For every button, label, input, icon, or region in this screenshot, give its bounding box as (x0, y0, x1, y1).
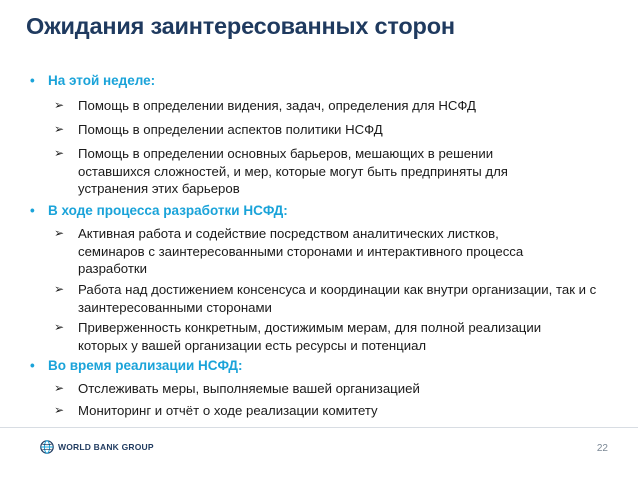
list-item (54, 145, 524, 198)
list-item-text: Приверженность конкретным, достижимым мерам, для полной реализации которых у вашей организации есть ресурсы и потенциал (78, 320, 542, 353)
page-number: 22 (596, 443, 608, 454)
footer-divider (0, 427, 638, 428)
slide-title: Ожидания заинтересованных сторон (26, 13, 455, 39)
section-heading-implementation (30, 358, 243, 373)
list-item-text: Помощь в определении видения, задач, определения для НСФД (78, 98, 476, 113)
arrow-icon: ➢ (54, 403, 65, 417)
arrow-icon: ➢ (54, 282, 65, 296)
arrow-icon: ➢ (54, 98, 65, 112)
bullet-icon: • (30, 203, 35, 218)
arrow-icon: ➢ (54, 320, 65, 334)
list-item (54, 225, 559, 278)
section-heading-text: В ходе процесса разработки НСФД: (48, 203, 288, 218)
section-heading-text: Во время реализации НСФД: (48, 358, 243, 373)
logo-text: WORLD BANK GROUP (58, 442, 154, 452)
list-item (54, 380, 594, 398)
arrow-icon: ➢ (54, 146, 65, 160)
list-item (54, 319, 582, 354)
list-item (54, 402, 594, 420)
section-heading-text: На этой неделе: (48, 73, 156, 88)
list-item-text: Активная работа и содействие посредством аналитических листков, семинаров с заинтересованными сторонами и интерактивного процесса разработки (78, 226, 524, 276)
list-item (54, 121, 594, 139)
arrow-icon: ➢ (54, 122, 65, 136)
section-heading-this-week (30, 73, 155, 88)
list-item (54, 281, 599, 316)
list-item-text: Отслеживать меры, выполняемые вашей организацией (78, 381, 420, 396)
bullet-icon: • (30, 358, 35, 373)
list-item (54, 97, 594, 115)
list-item-text: Мониторинг и отчёт о ходе реализации комитету (78, 403, 378, 418)
world-bank-logo (40, 440, 154, 454)
arrow-icon: ➢ (54, 226, 65, 240)
arrow-icon: ➢ (54, 381, 65, 395)
globe-icon (40, 440, 54, 454)
list-item-text: Помощь в определении аспектов политики НСФД (78, 122, 383, 137)
bullet-icon: • (30, 73, 35, 88)
list-item-text: Работа над достижением консенсуса и координации как внутри организации, так и с заинтересованными сторонами (78, 282, 597, 315)
section-heading-development (30, 203, 288, 218)
list-item-text: Помощь в определении основных барьеров, мешающих в решении оставшихся сложностей, и мер, которые могут быть предприняты для устранения этих барьеров (78, 146, 508, 196)
